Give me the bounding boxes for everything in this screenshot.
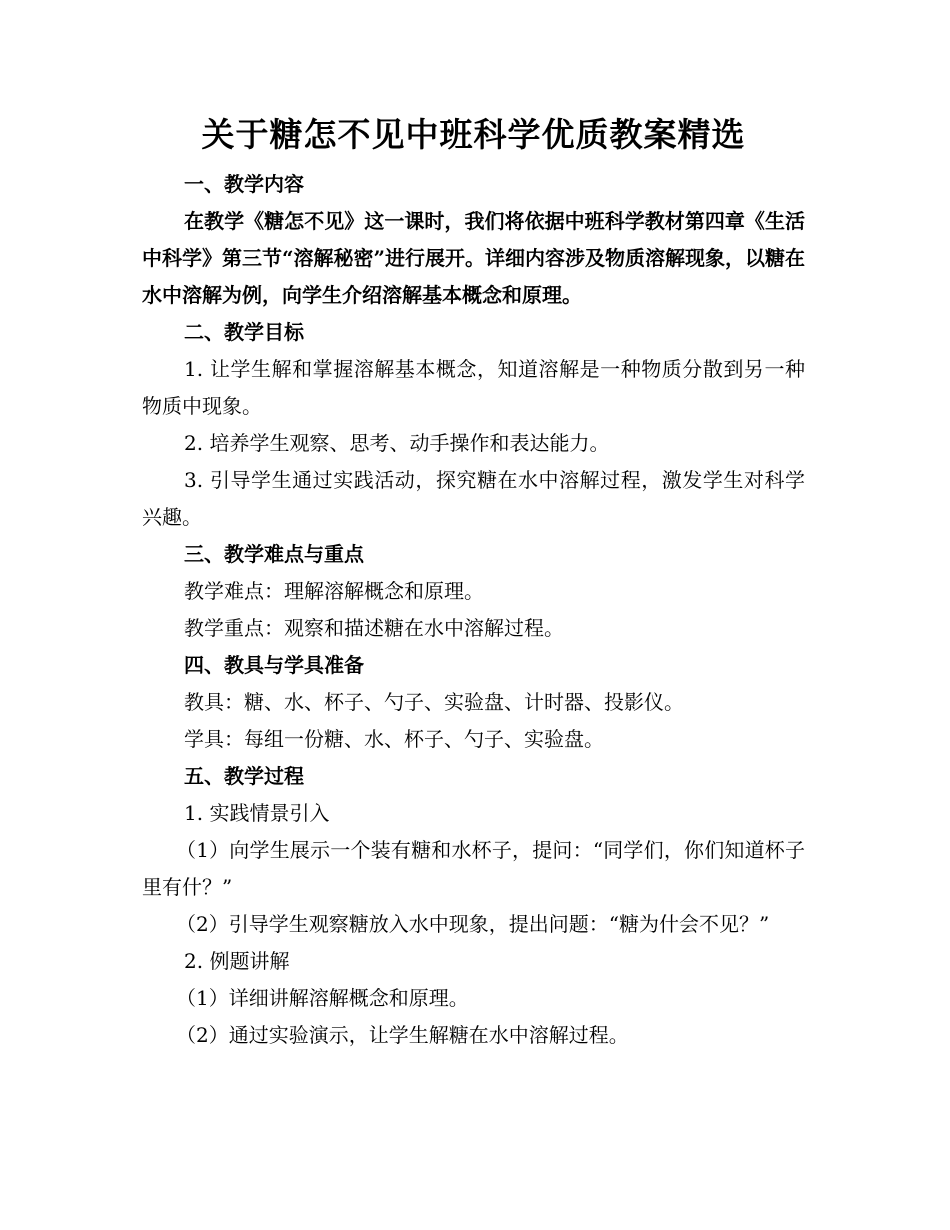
learning-aids-text: 学具：每组一份糖、水、杯子、勺子、实验盘。 <box>184 727 604 751</box>
section-heading-content: 一、教学内容 <box>184 172 304 196</box>
section-heading-difficulties: 三、教学难点与重点 <box>184 542 364 566</box>
section-heading-objectives: 二、教学目标 <box>184 320 304 344</box>
process-step-2-item-1: （1）详细讲解溶解概念和原理。 <box>176 986 469 1010</box>
process-step-1-item-2: （2）引导学生观察糖放入水中现象，提出问题：“糖为什会不见？” <box>176 912 770 936</box>
section-heading-process: 五、教学过程 <box>184 764 304 788</box>
objective-item-1: 1. 让学生解和掌握溶解基本概念，知道溶解是一种物质分散到另一种物质中现象。 <box>142 357 805 418</box>
process-step-1: 1. 实践情景引入 <box>184 801 330 825</box>
paragraph-content: 在教学《糖怎不见》这一课时，我们将依据中班科学教材第四章《生活中科学》第三节“溶解秘密”进行展开。详细内容涉及物质溶解现象，以糖在水中溶解为例，向学生介绍溶解基本概念和原理。 <box>142 209 806 307</box>
process-step-2-item-2: （2）通过实验演示，让学生解糖在水中溶解过程。 <box>176 1023 629 1047</box>
document-title: 关于糖怎不见中班科学优质教案精选 <box>201 115 746 154</box>
difficulty-text: 教学难点：理解溶解概念和原理。 <box>184 579 484 603</box>
process-step-2: 2. 例题讲解 <box>184 949 290 973</box>
process-step-1-item-1: （1）向学生展示一个装有糖和水杯子，提问：“同学们，你们知道杯子里有什？” <box>142 838 805 899</box>
key-point-text: 教学重点：观察和描述糖在水中溶解过程。 <box>184 616 564 640</box>
objective-item-3: 3. 引导学生通过实践活动，探究糖在水中溶解过程，激发学生对科学兴趣。 <box>142 468 805 529</box>
teaching-aids-text: 教具：糖、水、杯子、勺子、实验盘、计时器、投影仪。 <box>184 690 684 714</box>
section-heading-materials: 四、教具与学具准备 <box>184 653 364 677</box>
objective-item-2: 2. 培养学生观察、思考、动手操作和表达能力。 <box>184 431 610 455</box>
